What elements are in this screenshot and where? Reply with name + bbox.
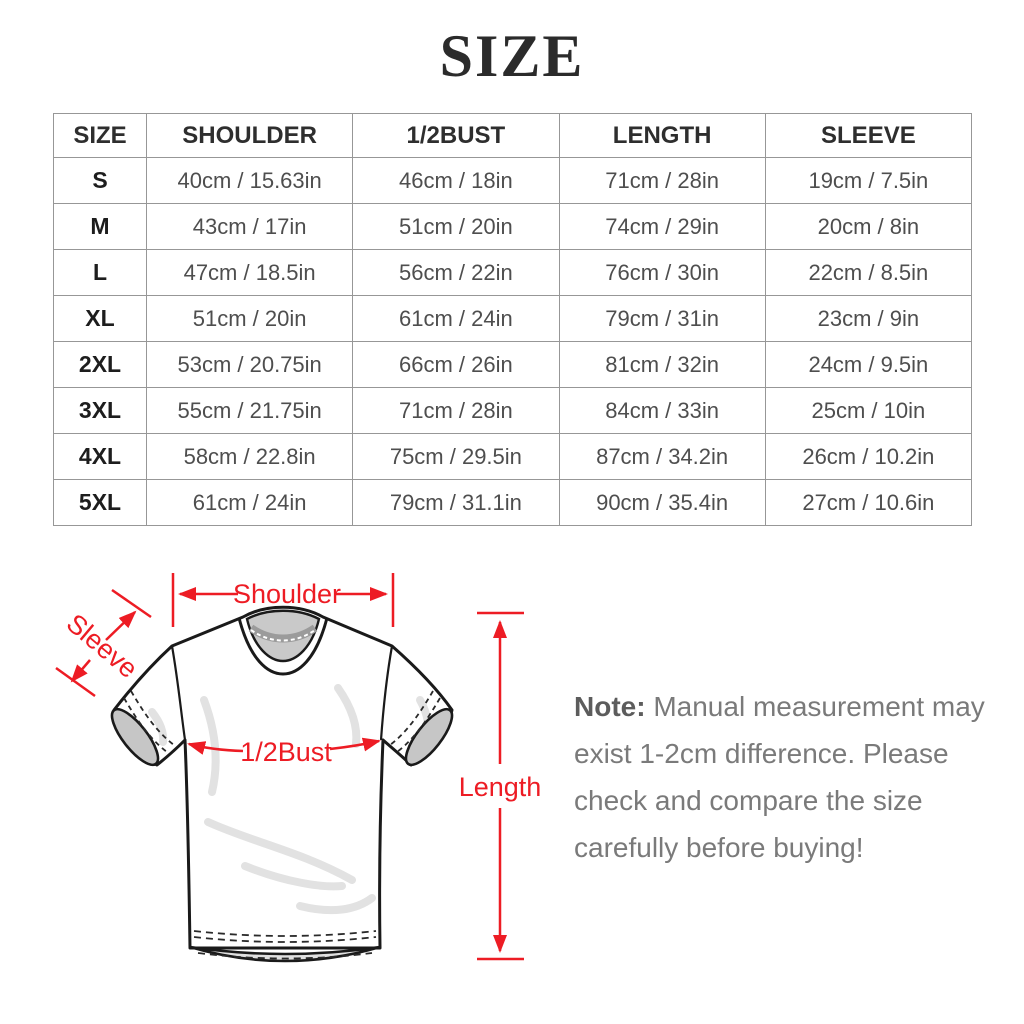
measurement-cell: 90cm / 35.4in (559, 480, 765, 526)
size-label-cell: M (54, 204, 147, 250)
measurement-cell: 27cm / 10.6in (765, 480, 971, 526)
measurement-cell: 74cm / 29in (559, 204, 765, 250)
header-size: SIZE (54, 114, 147, 158)
measurement-cell: 19cm / 7.5in (765, 158, 971, 204)
measurement-cell: 81cm / 32in (559, 342, 765, 388)
header-sleeve: SLEEVE (765, 114, 971, 158)
measurement-cell: 79cm / 31in (559, 296, 765, 342)
measurement-cell: 25cm / 10in (765, 388, 971, 434)
measurement-cell: 20cm / 8in (765, 204, 971, 250)
measurement-cell: 75cm / 29.5in (353, 434, 559, 480)
note-line-1 (574, 683, 1004, 730)
note-line-2: exist 1-2cm difference. Please (574, 738, 949, 769)
measurement-cell: 26cm / 10.2in (765, 434, 971, 480)
size-label-cell: 4XL (54, 434, 147, 480)
size-label-cell: 2XL (54, 342, 147, 388)
size-label-cell: XL (54, 296, 147, 342)
measurement-cell: 51cm / 20in (353, 204, 559, 250)
measurement-cell: 43cm / 17in (147, 204, 353, 250)
measurement-cell: 47cm / 18.5in (147, 250, 353, 296)
measurement-cell: 76cm / 30in (559, 250, 765, 296)
header-shoulder: SHOULDER (147, 114, 353, 158)
size-label-cell: S (54, 158, 147, 204)
measurement-cell: 71cm / 28in (353, 388, 559, 434)
measurement-cell: 66cm / 26in (353, 342, 559, 388)
size-label-cell: 5XL (54, 480, 147, 526)
tshirt-illustration (105, 607, 460, 961)
sleeve-tick-bottom (56, 668, 95, 696)
measurement-cell: 71cm / 28in (559, 158, 765, 204)
measurement-cell: 56cm / 22in (353, 250, 559, 296)
measurement-cell: 51cm / 20in (147, 296, 353, 342)
halfbust-label: 1/2Bust (240, 737, 332, 767)
page-title: SIZE (439, 23, 585, 89)
measurement-cell: 61cm / 24in (353, 296, 559, 342)
measurement-cell: 87cm / 34.2in (559, 434, 765, 480)
measurement-note (574, 683, 1004, 871)
measurement-cell: 58cm / 22.8in (147, 434, 353, 480)
shoulder-label: Shoulder (232, 579, 342, 609)
measurement-cell: 24cm / 9.5in (765, 342, 971, 388)
measurement-cell: 46cm / 18in (353, 158, 559, 204)
note-text-1: Manual measurement may (653, 691, 985, 722)
measurement-cell: 53cm / 20.75in (147, 342, 353, 388)
header-halfbust: 1/2BUST (353, 114, 559, 158)
note-line-4: carefully before buying! (574, 832, 864, 863)
size-label-cell: 3XL (54, 388, 147, 434)
size-label-cell: L (54, 250, 147, 296)
measurement-cell: 55cm / 21.75in (147, 388, 353, 434)
sleeve-label: Sleeve (60, 607, 144, 685)
measurement-cell: 61cm / 24in (147, 480, 353, 526)
sleeve-tick-top (112, 590, 151, 617)
header-length: LENGTH (559, 114, 765, 158)
measurement-cell: 23cm / 9in (765, 296, 971, 342)
measurement-cell: 79cm / 31.1in (353, 480, 559, 526)
note-line-3: check and compare the size (574, 785, 923, 816)
length-label: Length (458, 772, 542, 802)
measurement-cell: 40cm / 15.63in (147, 158, 353, 204)
note-prefix: Note: (574, 691, 646, 722)
measurement-cell: 22cm / 8.5in (765, 250, 971, 296)
measurement-cell: 84cm / 33in (559, 388, 765, 434)
sleeve-arrow-down (72, 660, 90, 681)
